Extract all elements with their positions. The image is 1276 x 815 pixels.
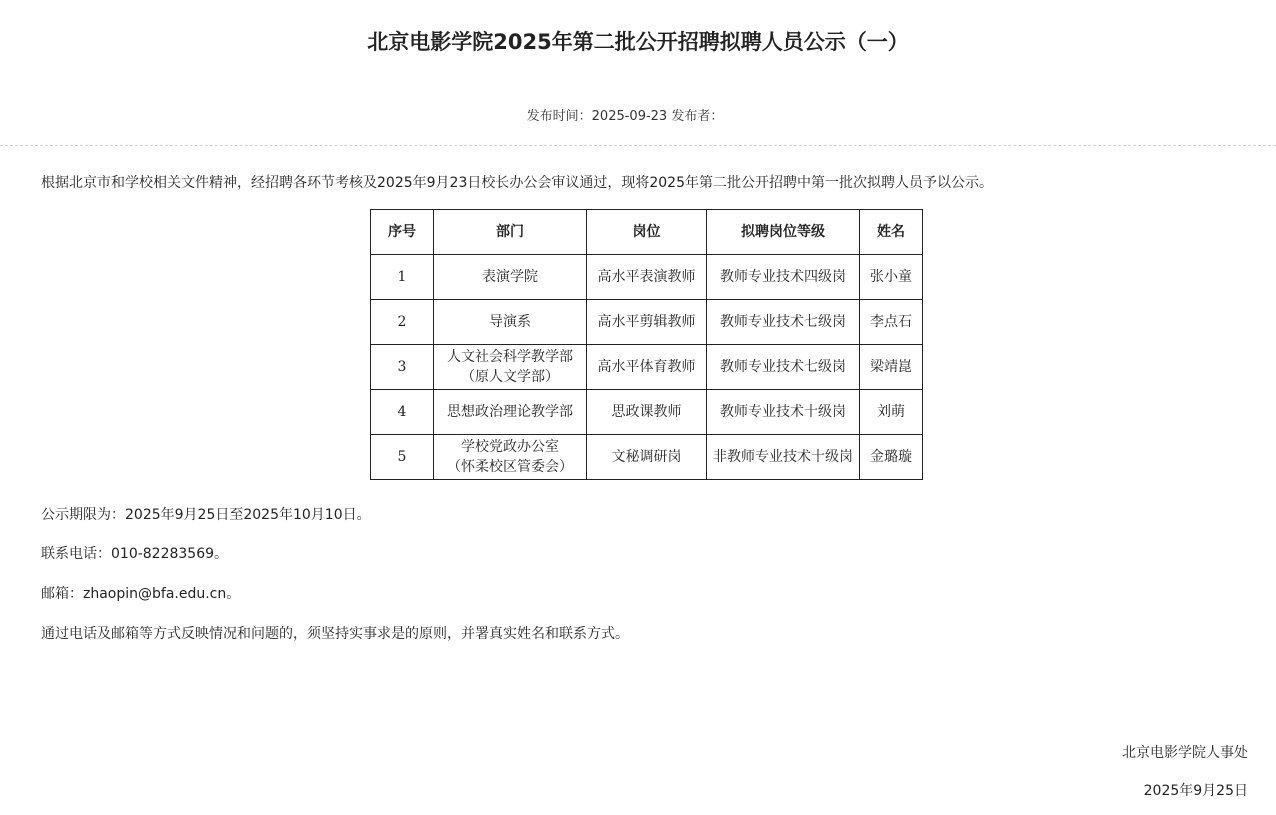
cell-level: 教师专业技术十级岗 — [707, 390, 860, 435]
dept-line: 思想政治理论教学部 — [447, 404, 573, 420]
cell-no: 5 — [371, 435, 434, 480]
cell-name: 刘萌 — [860, 390, 923, 435]
cell-dept — [434, 435, 587, 480]
cell-name: 张小童 — [860, 255, 923, 300]
table-row — [371, 345, 923, 390]
notice-period: 公示期限为：2025年9月25日至2025年10月10日。 — [41, 507, 371, 523]
contact-email: 邮箱：zhaopin@bfa.edu.cn。 — [41, 586, 241, 602]
cell-no: 4 — [371, 390, 434, 435]
cell-no: 2 — [371, 300, 434, 345]
table-row — [371, 390, 923, 435]
cell-dept — [434, 345, 587, 390]
notice-note: 通过电话及邮箱等方式反映情况和问题的，须坚持实事求是的原则，并署真实姓名和联系方式。 — [41, 626, 629, 642]
candidates-table — [370, 209, 923, 480]
dept-line-sub: （怀柔校区管委会） — [447, 459, 573, 475]
dept-line: 表演学院 — [482, 269, 538, 285]
header-dept: 部门 — [434, 210, 587, 255]
cell-dept — [434, 255, 587, 300]
table-header-row — [371, 210, 923, 255]
cell-level: 教师专业技术四级岗 — [707, 255, 860, 300]
cell-level: 教师专业技术七级岗 — [707, 345, 860, 390]
signature-org: 北京电影学院人事处 — [1122, 745, 1248, 761]
cell-level: 非教师专业技术十级岗 — [707, 435, 860, 480]
cell-post: 高水平剪辑教师 — [587, 300, 707, 345]
signature-date: 2025年9月25日 — [1143, 783, 1248, 799]
table-row — [371, 300, 923, 345]
cell-post: 高水平表演教师 — [587, 255, 707, 300]
cell-name: 李点石 — [860, 300, 923, 345]
cell-no: 3 — [371, 345, 434, 390]
page-title: 北京电影学院2025年第二批公开招聘拟聘人员公示（一） — [367, 30, 909, 54]
table-row — [371, 435, 923, 480]
divider — [0, 145, 1276, 146]
cell-post: 思政课教师 — [587, 390, 707, 435]
cell-name: 金璐璇 — [860, 435, 923, 480]
dept-line: 导演系 — [489, 314, 531, 330]
cell-post: 高水平体育教师 — [587, 345, 707, 390]
table-row — [371, 255, 923, 300]
cell-post: 文秘调研岗 — [587, 435, 707, 480]
header-no: 序号 — [371, 210, 434, 255]
dept-line: 学校党政办公室 — [461, 439, 559, 455]
cell-dept — [434, 300, 587, 345]
contact-phone: 联系电话：010-82283569。 — [41, 546, 229, 562]
dept-line: 人文社会科学教学部 — [447, 349, 573, 365]
intro-paragraph: 根据北京市和学校相关文件精神，经招聘各环节考核及2025年9月23日校长办公会审议通过，现将2025年第二批公开招聘中第一批次拟聘人员予以公示。 — [41, 175, 993, 191]
cell-level: 教师专业技术七级岗 — [707, 300, 860, 345]
cell-name: 梁靖崑 — [860, 345, 923, 390]
header-level: 拟聘岗位等级 — [707, 210, 860, 255]
publish-meta: 发布时间：2025-09-23 发布者： — [526, 109, 724, 124]
cell-dept — [434, 390, 587, 435]
header-name: 姓名 — [860, 210, 923, 255]
header-post: 岗位 — [587, 210, 707, 255]
dept-line-sub: （原人文学部） — [461, 369, 559, 385]
cell-no: 1 — [371, 255, 434, 300]
